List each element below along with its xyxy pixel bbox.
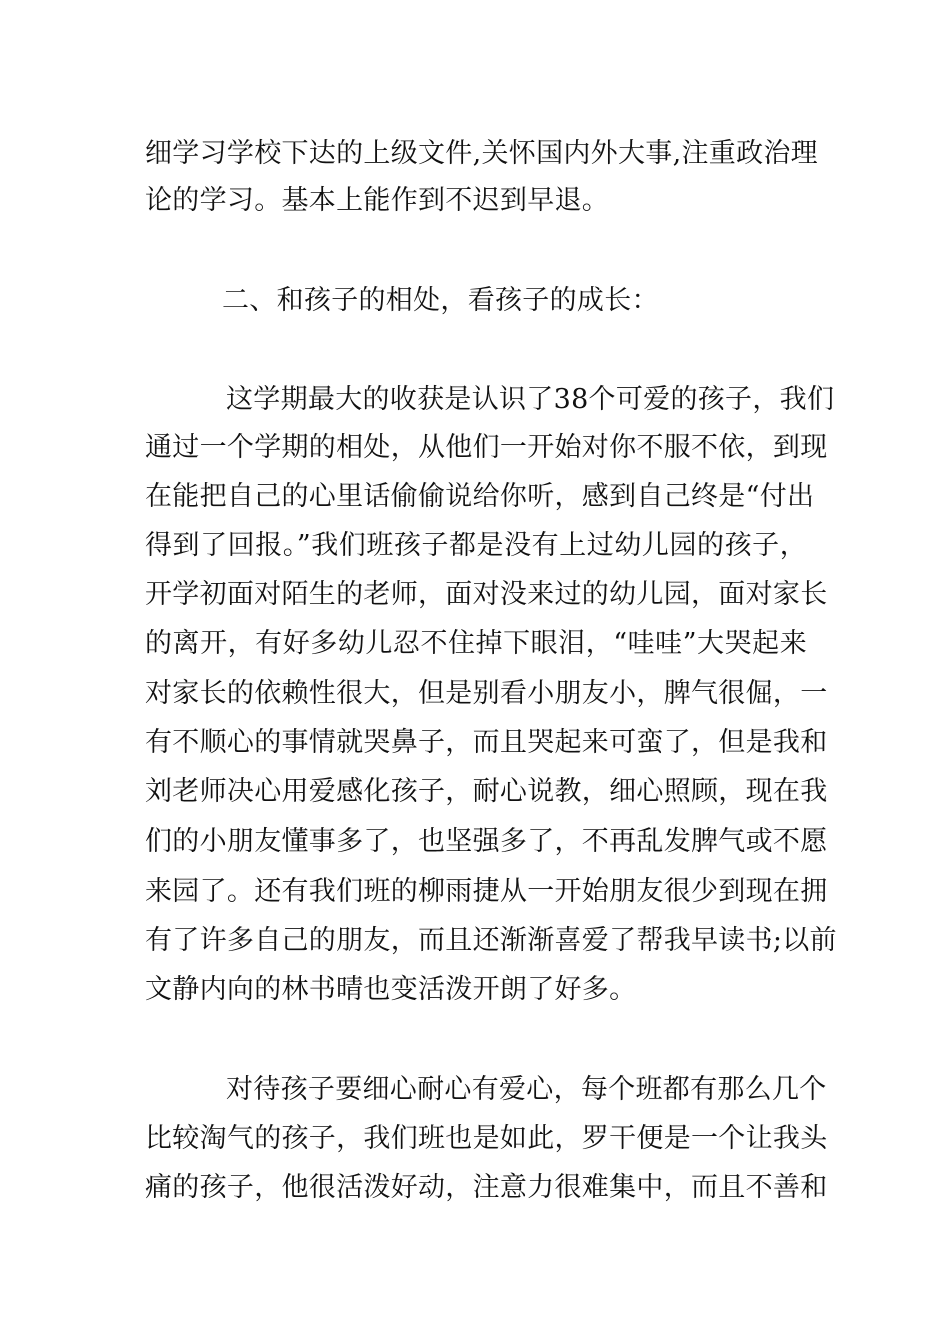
paragraph-2-line-13: 文静内向的林书晴也变活泼开朗了好多。 — [145, 974, 637, 1005]
paragraph-2-line-9: 刘老师决心用爱感化孩子，耐心说教，细心照顾，现在我 — [145, 776, 828, 807]
paragraph-2-line-12: 有了许多自己的朋友，而且还渐渐喜爱了帮我早读书;以前 — [145, 925, 837, 956]
paragraph-2-line-6: 的离开，有好多幼儿忍不住掉下眼泪，“哇哇”大哭起来 — [145, 628, 807, 659]
paragraph-2-line-11: 来园了。还有我们班的柳雨捷从一开始朋友很少到现在拥 — [145, 876, 828, 907]
section-heading-2: 二、和孩子的相处，看孩子的成长： — [222, 285, 659, 316]
paragraph-3-line-1: 对待孩子要细心耐心有爱心，每个班都有那么几个 — [226, 1074, 827, 1105]
paragraph-2-line-4: 得到了回报。”我们班孩子都是没有上过幼儿园的孩子， — [145, 530, 807, 561]
paragraph-1-line-2: 论的学习。基本上能作到不迟到早退。 — [145, 185, 610, 216]
paragraph-2-line-10: 们的小朋友懂事多了，也坚强多了，不再乱发脾气或不愿 — [145, 826, 828, 857]
paragraph-3-line-2: 比较淘气的孩子，我们班也是如此，罗干便是一个让我头 — [145, 1123, 828, 1154]
paragraph-2-line-1: 这学期最大的收获是认识了38个可爱的孩子，我们 — [226, 384, 835, 415]
paragraph-3-line-3: 痛的孩子，他很活泼好动，注意力很难集中，而且不善和 — [145, 1172, 828, 1203]
paragraph-2-line-7: 对家长的依赖性很大，但是别看小朋友小，脾气很倔，一 — [145, 678, 828, 709]
paragraph-1-line-1: 细学习学校下达的上级文件,关怀国内外大事,注重政治理 — [145, 138, 818, 169]
paragraph-2-line-2: 通过一个学期的相处，从他们一开始对你不服不依，到现 — [145, 432, 828, 463]
paragraph-2-line-5: 开学初面对陌生的老师，面对没来过的幼儿园，面对家长 — [145, 579, 828, 610]
paragraph-2-line-3: 在能把自己的心里话偷偷说给你听，感到自己终是“付出 — [145, 481, 815, 512]
paragraph-2-line-8: 有不顺心的事情就哭鼻子，而且哭起来可蛮了，但是我和 — [145, 727, 828, 758]
